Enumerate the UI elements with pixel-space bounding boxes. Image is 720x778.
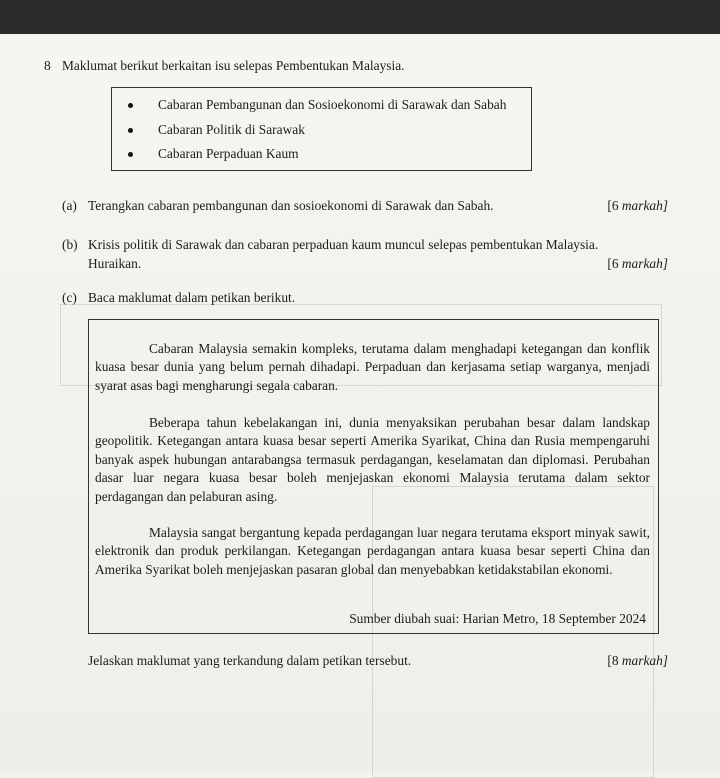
marks-number: [8: [607, 653, 619, 668]
paragraph-text: Malaysia sangat bergantung kepada perdagangan luar negara terutama eksport minyak sawit, elektronik dan produk perkilangan. Ketegangan perdagangan antara kuasa besar seperti China dan Amerika Syarikat boleh menjejaskan pasaran global dan menyebabkan ketidakstabilan ekonomi.: [95, 525, 650, 577]
passage-box: [88, 319, 659, 634]
part-b-label: (b): [62, 237, 78, 252]
bullet-text: Cabaran Perpaduan Kaum: [158, 146, 299, 161]
passage-paragraph-1: [95, 340, 650, 395]
part-b-line2: Huraikan.: [88, 256, 142, 271]
passage-paragraph-2: [95, 414, 650, 506]
bullet-dot-icon: [128, 103, 133, 108]
part-c-question: Jelaskan maklumat yang terkandung dalam petikan tersebut.: [88, 653, 412, 668]
part-c-marks: [607, 652, 668, 670]
bullet-dot-icon: [128, 128, 133, 133]
part-c-intro: Baca maklumat dalam petikan berikut.: [88, 290, 296, 305]
part-a-label: (a): [62, 198, 77, 213]
marks-number: [6: [607, 256, 619, 271]
marks-word: markah]: [621, 198, 668, 213]
part-a-text: Terangkan cabaran pembangunan dan sosioekonomi di Sarawak dan Sabah.: [88, 198, 494, 213]
bullet-text: Cabaran Pembangunan dan Sosioekonomi di Sarawak dan Sabah: [158, 97, 507, 112]
part-c-label: (c): [62, 290, 77, 305]
paragraph-text: Beberapa tahun kebelakangan ini, dunia menyaksikan perubahan besar dalam landskap geopolitik. Ketegangan antara kuasa besar seperti Amerika Syarikat, China dan Rusia mempengaruhi banyak aspek hubungan antarabangsa termasuk perdagangan, keselamatan dan diplomasi. Perubahan dasar luar negara kuasa besar boleh menjejaskan ekonomi Malaysia terutama dalam sektor perdagangan dan pelaburan asing.: [95, 415, 650, 504]
passage-paragraph-3: [95, 524, 650, 579]
bullet-text: Cabaran Politik di Sarawak: [158, 122, 305, 137]
question-title: Maklumat berikut berkaitan isu selepas Pembentukan Malaysia.: [62, 58, 405, 73]
top-dark-bar: [0, 0, 720, 34]
marks-word: markah]: [621, 653, 668, 668]
paragraph-text: Cabaran Malaysia semakin kompleks, terutama dalam menghadapi ketegangan dan konflik kuasa besar dunia yang belum pernah dihadapi. Perpaduan dan kerjasama setiap warganya, menjadi syarat asas bagi mengharungi segala cabaran.: [95, 341, 650, 393]
info-box: [111, 87, 532, 171]
part-a-marks: [607, 197, 668, 215]
part-b-marks: [607, 255, 668, 273]
question-number: 8: [44, 58, 51, 73]
marks-word: markah]: [621, 256, 668, 271]
bullet-dot-icon: [128, 152, 133, 157]
part-b-line1: Krisis politik di Sarawak dan cabaran perpaduan kaum muncul selepas pembentukan Malaysia.: [88, 237, 599, 252]
marks-number: [6: [607, 198, 619, 213]
passage-source: Sumber diubah suai: Harian Metro, 18 September 2024: [349, 611, 646, 626]
